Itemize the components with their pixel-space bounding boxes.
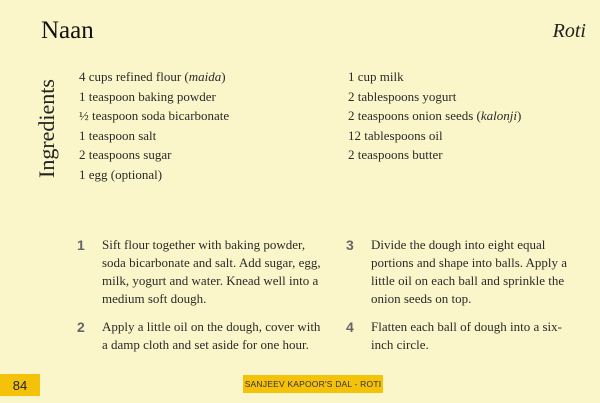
page-number: 84 (0, 374, 40, 396)
step-text: Apply a little oil on the dough, cover with a damp cloth and set aside for one hour. (102, 319, 321, 352)
method-step-3 (346, 236, 581, 308)
ingredient-item: 4 cups refined flour (maida) (79, 69, 226, 84)
step-number: 1 (77, 237, 85, 253)
method-step-4 (346, 318, 571, 354)
book-title-footer: SANJEEV KAPOOR'S DAL - ROTI (243, 375, 383, 393)
ingredient-item: 1 cup milk (348, 69, 404, 84)
step-number: 4 (346, 319, 354, 335)
method-step-1 (77, 236, 322, 308)
ingredient-item: 1 teaspoon salt (79, 127, 157, 143)
ingredients-list-left (79, 67, 229, 185)
ingredient-item: 1 egg (optional) (79, 166, 163, 182)
ingredient-item: 2 teaspoons sugar (79, 147, 172, 163)
ingredient-item: 2 tablespoons yogurt (348, 88, 457, 104)
step-number: 2 (77, 319, 85, 335)
method-step-2 (77, 318, 322, 354)
ingredient-item: ½ teaspoon soda bicarbonate (79, 108, 230, 124)
step-text: Flatten each ball of dough into a six-inch circle. (371, 319, 562, 352)
section-name: Roti (552, 20, 586, 42)
step-text: Sift flour together with baking powder, soda bicarbonate and salt. Add sugar, egg, milk, yogurt and water. Knead well into a medium soft dough. (102, 237, 321, 306)
step-text: Divide the dough into eight equal portions and shape into balls. Apply a little oil on each ball and sprinkle the onion seeds on top. (371, 237, 568, 306)
step-number: 3 (346, 237, 354, 253)
recipe-title: Naan (41, 17, 94, 44)
ingredients-heading: Ingredients (34, 79, 59, 178)
ingredient-item: 2 teaspoons onion seeds (kalonji) (348, 108, 522, 124)
ingredient-item: 1 teaspoon baking powder (79, 88, 216, 104)
ingredients-list-right (348, 67, 521, 165)
ingredient-item: 2 teaspoons butter (348, 147, 443, 163)
ingredient-item: 12 tablespoons oil (348, 127, 443, 143)
